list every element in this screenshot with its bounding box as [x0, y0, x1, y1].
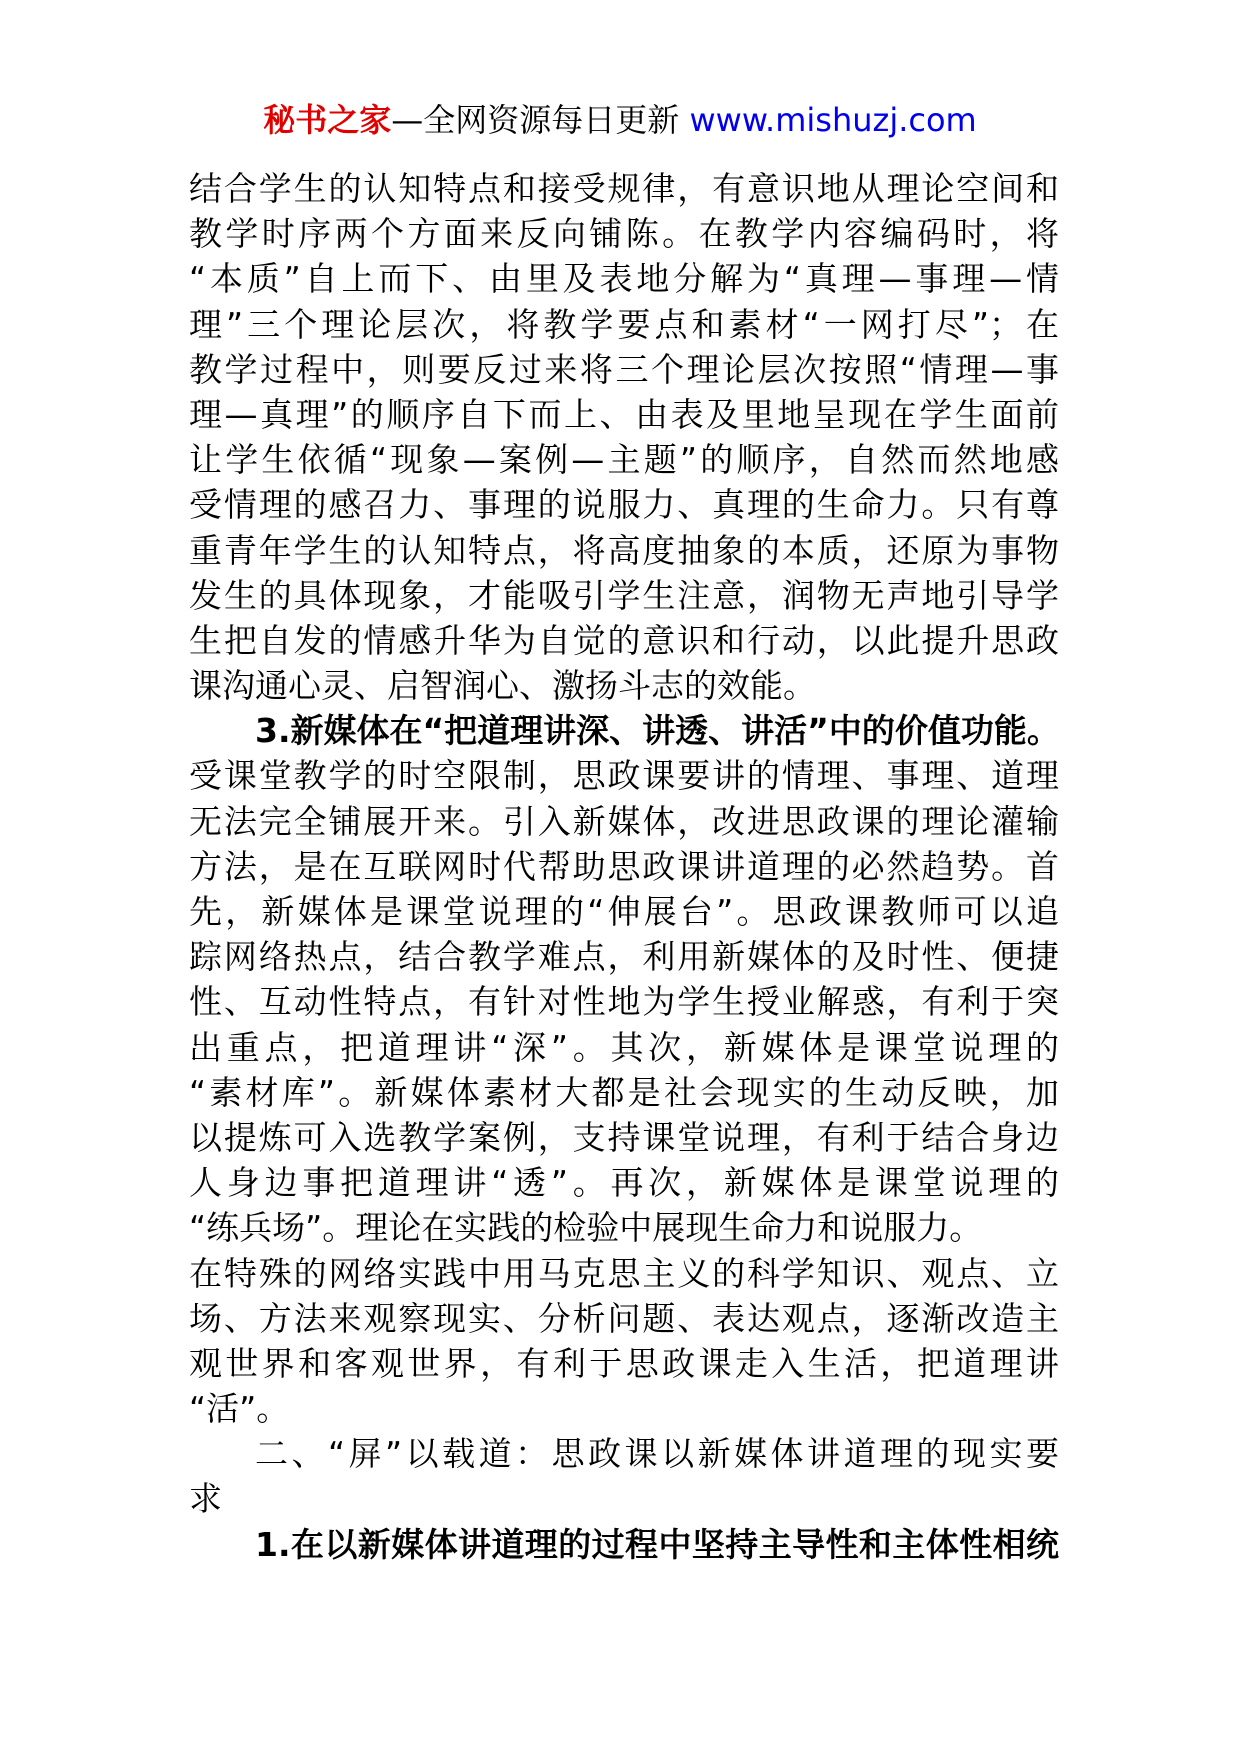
body-line: “素材库”。新媒体素材大都是社会现实的生动反映，加 [189, 1072, 1059, 1112]
body-line: 理”三个理论层次，将教学要点和素材“一网打尽”；在 [189, 304, 1059, 344]
body-line: 出重点，把道理讲“深”。其次，新媒体是课堂说理的 [189, 1027, 1059, 1067]
body-line: 教学时序两个方面来反向铺陈。在教学内容编码时，将 [189, 214, 1059, 254]
site-url-link[interactable]: www.mishuzj.com [689, 101, 977, 139]
body-line: 场、方法来观察现实、分析问题、表达观点，逐渐改造主 [189, 1298, 1059, 1338]
body-line: 踪网络热点，结合教学难点，利用新媒体的及时性、便捷 [189, 937, 1059, 977]
body-line: 先，新媒体是课堂说理的“伸展台”。思政课教师可以追 [189, 892, 1059, 931]
body-line: 方法，是在互联网时代帮助思政课讲道理的必然趋势。首 [189, 846, 1059, 886]
body-line: 课沟通心灵、启智润心、激扬斗志的效能。 [189, 666, 816, 706]
body-line: 观世界和客观世界，有利于思政课走入生活，把道理讲 [189, 1343, 1059, 1383]
subsection-heading-1: 1.在以新媒体讲道理的过程中坚持主导性和主体性相统 [255, 1524, 1059, 1564]
body-line: 受情理的感召力、事理的说服力、真理的生命力。只有尊 [189, 485, 1059, 525]
body-line: 教学过程中，则要反过来将三个理论层次按照“情理—事 [189, 349, 1059, 389]
body-line: 人身边事把道理讲“透”。再次，新媒体是课堂说理的 [189, 1163, 1059, 1203]
body-line: 结合学生的认知特点和接受规律，有意识地从理论空间和 [189, 169, 1059, 208]
document-body [189, 166, 1059, 1567]
body-line: 理—真理”的顺序自下而上、由表及里地呈现在学生面前 [189, 394, 1059, 434]
body-line: “本质”自上而下、由里及表地分解为“真理—事理—情 [189, 259, 1059, 299]
body-line: 无法完全铺展开来。引入新媒体，改进思政课的理论灌输 [189, 801, 1059, 841]
brand-name: 秘书之家 [263, 101, 392, 139]
body-line: 生把自发的情感升华为自觉的意识和行动，以此提升思政 [189, 620, 1059, 660]
section-heading-2: 二、“屏”以载道：思政课以新媒体讲道理的现实要 [255, 1434, 1059, 1474]
site-header [0, 100, 1240, 140]
header-tagline: —全网资源每日更新 [391, 101, 690, 139]
section-heading-3: 3.新媒体在“把道理讲深、讲透、讲活”中的价值功能。 [255, 711, 1060, 751]
body-line: 受课堂教学的时空限制，思政课要讲的情理、事理、道理 [189, 756, 1059, 796]
body-line: 性、互动性特点，有针对性地为学生授业解惑，有利于突 [189, 982, 1059, 1022]
body-line: 以提炼可入选教学案例，支持课堂说理，有利于结合身边 [189, 1117, 1059, 1157]
section-heading-2-cont: 求 [189, 1479, 222, 1519]
body-line: 在特殊的网络实践中用马克思主义的科学知识、观点、立 [189, 1253, 1059, 1293]
body-line: 发生的具体现象，才能吸引学生注意，润物无声地引导学 [189, 575, 1059, 615]
body-line: “练兵场”。理论在实践的检验中展现生命力和说服力。 [189, 1208, 983, 1248]
body-line: 重青年学生的认知特点，将高度抽象的本质，还原为事物 [189, 530, 1059, 570]
body-line: “活”。 [189, 1389, 290, 1429]
body-line: 让学生依循“现象—案例—主题”的顺序，自然而然地感 [189, 440, 1059, 480]
